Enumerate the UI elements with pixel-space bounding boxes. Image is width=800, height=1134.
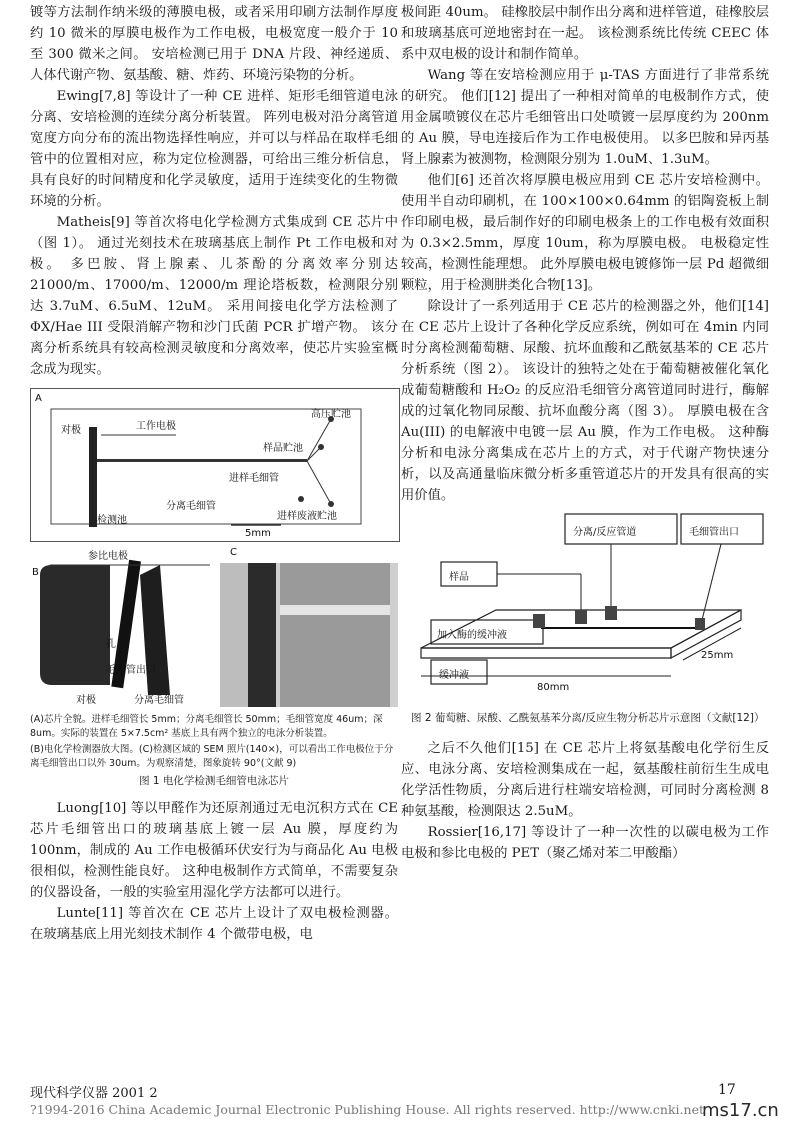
label-width-dimension: 25mm (701, 650, 734, 661)
label-sample: 样品 (449, 572, 469, 583)
paragraph: Matheis[9] 等首次将电化学检测方式集成到 CE 芯片中（图 1）。 通过光刻技术在玻璃基底上制作 Pt 工作电极和对极。 多巴胺、肾上腺素、儿茶酚的分离效率分别达 21000/m、17000/m、12000/m 理论塔板数，检测限分别达 3.7uM、6.5uM、12uM。 采用间接电化学方法检测了 ΦX/Hae III 受限消解产物和沙门氏菌 PCR 扩增产物。 该分离分析系统具有较高检测灵敏度和分离效率，使芯片实验室概念成为现实。 (30, 215, 398, 377)
paragraph: Wang 等在安培检测应用于 μ-TAS 方面进行了非常系统的研究。 他们[12] 提出了一种相对简单的电极制作方式，使用金属喷镀仪在芯片毛细管出口处喷镀一层厚度约为 200nm 的 Au 膜，导电连接后作为工作电极使用。 以多巴胺和异丙基肾上腺素为被测物，检测限分别为 1.0uM、1.3uM。 (401, 68, 769, 167)
label-separation-reaction-channel: 分离/反应管道 (573, 527, 637, 538)
label-hv-reservoir: 高压贮池 (311, 409, 351, 420)
label-counter-electrode: 对极 (61, 425, 81, 436)
paragraph: 除设计了一系列适用于 CE 芯片的检测器之外，他们[14] 在 CE 芯片上设计了各种化学反应系统，例如可在 4min 内同时分离检测葡萄糖、尿酸、抗坏血酸和乙酰氨基苯的 CE 芯片分析系统（图 2）。 该设计的独特之处在于葡萄糖被催化氧化成葡萄糖酸和 H₂O₂ 的反应沿毛细管分离管道同时进行，酶解成的过氧化物同尿酸、抗坏血酸分离（图 3）。 厚膜电极在含 Au(III) 的电解液中电镀一层 Au 膜，作为工作电极。 这种酶分析和电泳分离集成在芯片上的方式，对于代谢产物快速分析，以及高通量临床微分析多重管道芯片的开发具有很高的实用价值。 (401, 299, 769, 503)
paragraph: 镀等方法制作纳米级的薄膜电极，或者采用印刷方法制作厚度约 10 微米的厚膜电极作为工作电极，电极宽度一般介于 10 至 300 微米之间。 安培检测已用于 DNA 片段、神经递质、人体代谢产物、氨基酸、糖、炸药、环境污染物的分析。 (30, 5, 398, 83)
sem-photo-drawing (220, 545, 398, 707)
label-hole: 孔 (106, 639, 116, 650)
paragraph: Luong[10] 等以甲醛作为还原剂通过无电沉积方式在 CE 芯片毛细管出口的玻璃基底上镀一层 Au 膜，厚度约为 100nm，制成的 Au 工作电极循环伏安行为与商品化 Au 电极很相似，检测性能良好。 这种电极制作方式简单，不需要复杂的仪器设备，一般的实验室用湿化学方法都可以进行。 (30, 801, 398, 900)
paragraph: Rossier[16,17] 等设计了一种一次性的以碳电极为工作电极和参比电极的 PET（聚乙烯对苯二甲酸酯） (401, 825, 769, 861)
figure-1-panel-b (30, 545, 217, 707)
figure-1-note: (A)芯片全貌。进样毛细管长 5mm；分离毛细管长 50mm；毛细管宽度 46um；深 8um。实际的装置在 5×7.5cm² 基底上具有两个独立的电泳分析装置。 (30, 714, 383, 739)
label-counter-electrode: 对极 (76, 695, 96, 706)
right-column (401, 2, 769, 864)
figure-1-caption: 图 1 电化学检测毛细管电泳芯片 (139, 775, 289, 787)
paragraph: 他们[6] 还首次将厚膜电极应用到 CE 芯片安培检测中。 使用半自动印刷机，在 100×100×0.64mm 的铝陶瓷板上制作印刷电极，最后制作好的印刷电极条上的工作电极有效面积为 0.3×2.5mm，厚度 10um，称为厚膜电极。 电极稳定性较高，检测性能理想。 此外厚膜电极电镀修饰一层 Pd 超微细颗粒，用于检测肼类化合物[13]。 (401, 173, 769, 293)
figure-1 (30, 388, 398, 788)
label-waste-reservoir: 进样废液贮池 (277, 511, 337, 522)
label-detection-cell: 检测池 (97, 515, 127, 526)
watermark: ms17.cn (702, 1100, 779, 1121)
label-reference-electrode: 参比电极 (88, 551, 128, 562)
panel-letter: C (230, 547, 237, 558)
figure-2-caption: 图 2 葡萄糖、尿酸、乙酰氨基苯分离/反应生物分析芯片示意图（文献[12]） (411, 712, 765, 724)
paragraph: Ewing[7,8] 等设计了一种 CE 进样、矩形毛细管道电泳分离、安培检测的连续分离分析装置。 阵列电极对沿分离管道宽度方向分布的流出物选择性响应，并可以与样品在取样毛细管中的位置相对应，称为定位检测器，可给出三维分析信息，具有良好的时间精度和化学灵敏度，适用于连续变化的生物微环境的分析。 (30, 89, 398, 209)
label-separation-capillary: 分离毛细管 (166, 501, 216, 512)
detector-closeup-drawing (30, 545, 217, 707)
label-sample-reservoir: 样品贮池 (263, 443, 303, 454)
label-inlet-capillary: 进样毛细管 (229, 473, 279, 484)
copyright-line: ?1994-2016 China Academic Journal Electronic Publishing House. All rights reserved. http://www.cnki.net (30, 1102, 704, 1117)
label-length-dimension: 80mm (537, 682, 570, 693)
figure-1-panel-a (30, 388, 400, 542)
left-column (30, 2, 398, 945)
panel-letter: A (35, 393, 42, 404)
figure-1-note: (B)电化学检测器放大图。(C)检测区域的 SEM 照片(140×)，可以看出工作电极位于分离毛细管出口以外 30um。为观察清楚，图象旋转 90°(文献 9) (30, 744, 394, 769)
label-scale: 5mm (245, 528, 271, 539)
figure-1-panel-c (220, 545, 398, 707)
paragraph: 之后不久他们[15] 在 CE 芯片上将氨基酸电化学衍生反应、电泳分离、安培检测集成在一起，氨基酸柱前衍生生成电化学活性物质，分离后进行柱端安培检测，可同时分离检测 8 种氨基酸，检测限达 2.5uM。 (401, 741, 769, 819)
page-number: 17 (718, 1082, 736, 1098)
label-buffer: 缓冲液 (439, 670, 469, 681)
label-separation-capillary: 分离毛细管 (134, 695, 184, 706)
label-capillary-outlet: 毛细管出口 (106, 665, 156, 676)
label-enzyme-buffer: 加入酶的缓冲液 (437, 630, 507, 641)
paragraph: Lunte[11] 等首次在 CE 芯片上设计了双电极检测器。 在玻璃基底上用光刻技术制作 4 个微带电极，电 (30, 906, 398, 942)
label-capillary-outlet: 毛细管出口 (689, 527, 739, 538)
panel-letter: B (32, 567, 39, 578)
figure-2 (401, 510, 769, 704)
figure-1-panels-bc (30, 545, 398, 707)
label-working-electrode: 工作电极 (136, 421, 176, 432)
journal-footer: 现代科学仪器 2001 2 (30, 1086, 158, 1101)
paragraph: 极间距 40um。 硅橡胶层中制作出分离和进样管道，硅橡胶层和玻璃基底可逆地密封在一起。 该检测系统比传统 CEEC 体系中双电极的设计和制作简单。 (401, 5, 769, 62)
